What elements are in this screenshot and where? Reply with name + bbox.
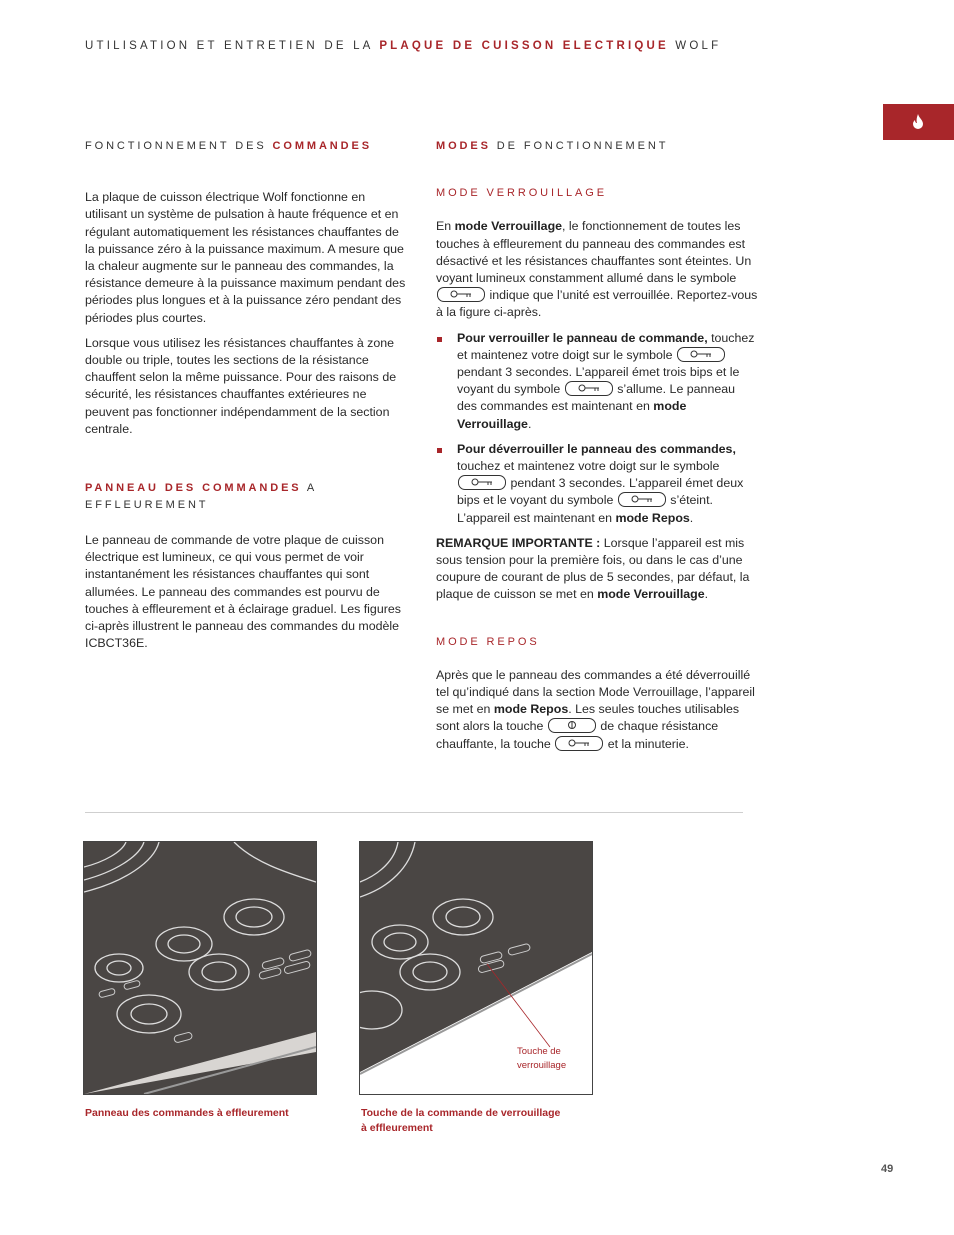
paragraph: REMARQUE IMPORTANTE : Lorsque l’appareil est mis sous tension pour la première fois, ou dans le cas d’une coupure de courant de plus de 5 secondes, par défaut, la plaque de cuisson se met en mode Verrouillage. — [436, 535, 750, 602]
paragraph: Après que le panneau des commandes a été déverrouillé tel qu’indiqué dans la section Mode Verrouillage, l’appareil se met en mode Repos. Les seules touches utilisables sont alors la touche de chaque résistance chauffante, la touche et la minuterie. — [436, 667, 755, 751]
lock-key-icon — [458, 475, 506, 490]
power-icon — [548, 718, 596, 733]
list-item: Pour verrouiller le panneau de commande, touchez et maintenez votre doigt sur le symbole pendant 3 secondes. L’appareil émet trois bips et le voyant du symbole s’allume. Le panneau des commandes est maintenant en mode Verrouillage. — [436, 330, 758, 433]
left-column — [85, 138, 407, 660]
lock-key-icon — [565, 381, 613, 396]
section-title: MODES DE FONCTIONNEMENT — [436, 140, 669, 152]
instruction-list — [436, 330, 758, 527]
list-item: Pour déverrouiller le panneau des commandes, touchez et maintenez votre doigt sur le symbole pendant 3 secondes. L’appareil émet deux bips et le voyant du symbole s’éteint. L’appareil est maintenant en mode Repos. — [436, 441, 758, 527]
lock-key-icon — [618, 492, 666, 507]
subsection-title: PANNEAU DES COMMANDES A EFFLEUREMENT — [85, 482, 317, 512]
paragraph: En mode Verrouillage, le fonctionnement de toutes les touches à effleurement du panneau des commandes est désactivé et les résistances chauffantes sont éteintes. Un voyant lumineux constamment allumé dans le symbole indique que l’unité est verrouillée. Reportez-vous à la figure ci-après. — [436, 219, 758, 320]
callout-label: Touche de verrouillage — [517, 1046, 567, 1071]
figure-caption: Touche de la commande de verrouillage à effleurement — [361, 1107, 561, 1134]
running-header: UTILISATION ET ENTRETIEN DE LA PLAQUE DE CUISSON ELECTRIQUE WOLF — [85, 40, 722, 52]
divider — [85, 812, 743, 813]
cooktop-control-panel-illustration — [83, 841, 317, 1095]
figure-caption: Panneau des commandes à effleurement — [85, 1107, 289, 1119]
lock-key-icon — [677, 347, 725, 362]
page-number: 49 — [881, 1163, 894, 1175]
section-tab — [883, 104, 954, 140]
flame-icon — [912, 114, 924, 129]
right-column — [436, 138, 758, 761]
paragraph: La plaque de cuisson électrique Wolf fonctionne en utilisant un système de pulsation à haute fréquence et en régulant automatiquement les résistances chauffantes de la puissance zéro à la puissance maximum. A mesure que la chaleur augmente sur le panneau des commandes, la résistance demeure à la puissance maximum pendant des périodes plus longues et à la puissance zéro pendant des périodes plus courtes. — [85, 190, 406, 325]
lock-key-icon — [437, 287, 485, 302]
paragraph: Le panneau de commande de votre plaque de cuisson électrique est lumineux, ce qui vous permet de voir instantanément les résistances chauffantes qui sont allumées. Le panneau des commandes est pourvu de touches à effleurement et à éclairage graduel. Les figures ci-après illustrent le panneau des commandes du modèle ICBCT36E. — [85, 533, 401, 651]
subsection-title: MODE VERROUILLAGE — [436, 187, 607, 200]
section-title: FONCTIONNEMENT DES COMMANDES — [85, 140, 372, 152]
subsection-title: MODE REPOS — [436, 635, 540, 648]
paragraph: Lorsque vous utilisez les résistances chauffantes à zone double ou triple, toutes les sections de la résistance chauffent selon la même puissance. Pour des raisons de sécurité, les résistances chauffantes extérieures ne peuvent pas fonctionner indépendamment de la section centrale. — [85, 335, 397, 436]
lock-key-icon — [555, 736, 603, 751]
